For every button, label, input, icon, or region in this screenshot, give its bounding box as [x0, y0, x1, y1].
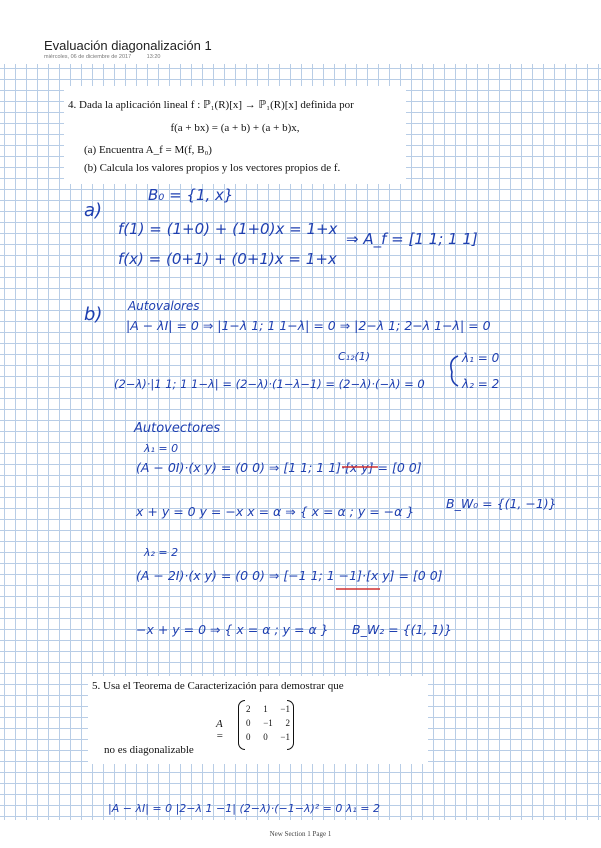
matrix-label: A = [216, 718, 224, 742]
characteristic-equation: |A − λI| = 0 ⇒ |1−λ 1; 1 1−λ| = 0 ⇒ |2−λ 1; 2−λ 1−λ| = 0 [126, 318, 491, 333]
date-text: miércoles, 06 de diciembre de 2017 [44, 54, 132, 60]
bottom-partial-line: |A − λI| = 0 |2−λ 1 −1| (2−λ)·(−1−λ)² = 0 λ₁ = 2 [108, 802, 381, 815]
autovectores-label: Autovectores [134, 421, 221, 436]
cofactor-note: C₁₂(1) [338, 350, 371, 363]
problem-4-part-b: (b) Calcula los valores propios y los vectores propios de f. [84, 162, 341, 174]
a-matrix: ⇒ A_f = [1 1; 1 1] [346, 230, 478, 248]
lambda-1: λ₁ = 0 [462, 351, 500, 365]
problem-4-heading: 4. Dada la aplicación lineal f : ℙ₁(R)[x] → ℙ₁(R)[x] definida por [68, 99, 354, 111]
a-line-2: f(x) = (0+1) + (0+1)x = 1+x [118, 250, 337, 268]
matrix-row [246, 718, 290, 728]
lambda2-basis: B_W₂ = {(1, 1)} [352, 622, 453, 637]
lambda2-solution: −x + y = 0 ⇒ { x = α ; y = α } [136, 622, 329, 637]
page-footer [0, 820, 601, 848]
time-text: 13:20 [146, 54, 161, 60]
matrix-cell: 2 [285, 718, 290, 728]
matrix-cell: 0 [246, 732, 251, 742]
matrix-cell: 0 [263, 732, 268, 742]
lambda0-label: λ₁ = 0 [144, 442, 179, 455]
problem-4-part-a: (a) Encuentra A_f = M(f, B₀) [84, 144, 212, 156]
matrix-cell: −1 [263, 718, 273, 728]
lambda0-basis: B_W₀ = {(1, −1)} [446, 496, 557, 511]
matrix-cell: 2 [246, 704, 251, 714]
matrix-left-bracket [238, 700, 245, 750]
lambda-2: λ₂ = 2 [462, 377, 500, 391]
determinant-expansion: (2−λ)·|1 1; 1 1−λ| = (2−λ)·(1−λ−1) = (2−λ)·(−λ) = 0 [114, 377, 425, 391]
matrix-row [246, 732, 290, 742]
problem-5-conclusion: no es diagonalizable [104, 744, 194, 756]
matrix-cell: −1 [280, 732, 290, 742]
problem-5-heading: 5. Usa el Teorema de Caracterización para demostrar que [92, 680, 344, 692]
lambda2-equation: (A − 2I)·(x y) = (0 0) ⇒ [−1 1; 1 −1]·[x y] = [0 0] [136, 568, 443, 583]
problem-5-excerpt [88, 676, 428, 764]
lambda0-equation: (A − 0I)·(x y) = (0 0) ⇒ [1 1; 1 1]·[x y] = [0 0] [136, 460, 422, 475]
matrix-body [238, 700, 294, 750]
lambda2-label: λ₂ = 2 [144, 546, 179, 559]
matrix-row [246, 704, 290, 714]
autovalores-label: Autovalores [128, 299, 200, 313]
lambda-brace [451, 356, 458, 386]
footer-page-label: New Section 1 Page 1 [269, 830, 332, 838]
a-line-1: f(1) = (1+0) + (1+0)x = 1+x [118, 220, 338, 238]
matrix-cell: 0 [246, 718, 251, 728]
problem-4-formula: f(a + bx) = (a + b) + (a + b)x, [170, 122, 300, 134]
matrix-cell: −1 [280, 704, 290, 714]
page-title: Evaluación diagonalización 1 [44, 38, 212, 53]
part-a-label: a) [84, 200, 103, 221]
basis-b0: B₀ = {1, x} [148, 186, 234, 204]
lambda0-solution: x + y = 0 y = −x x = α ⇒ { x = α ; y = −α } [136, 504, 415, 519]
matrix-cell: 1 [263, 704, 268, 714]
part-b-label: b) [84, 304, 103, 325]
